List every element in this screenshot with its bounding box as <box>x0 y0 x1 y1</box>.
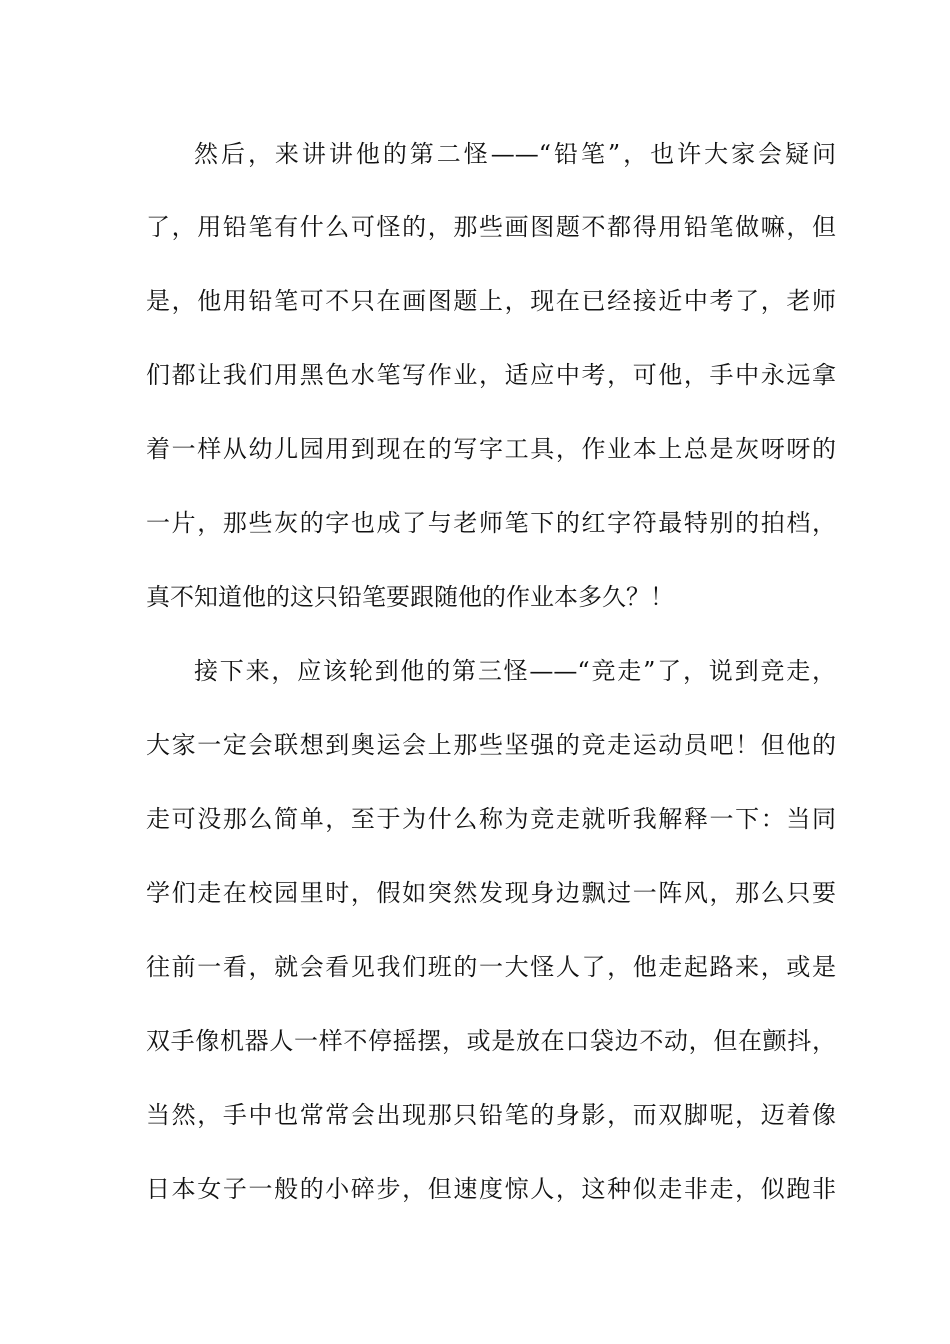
paragraph-1-line-2: 了，用铅笔有什么可怪的，那些画图题不都得用铅笔做嘛，但 <box>146 213 836 241</box>
paragraph-2-line-8: 日本女子一般的小碎步，但速度惊人，这种似走非走，似跑非 <box>146 1175 836 1203</box>
paragraph-2-line-3: 走可没那么简单，至于为什么称为竞走就听我解释一下：当同 <box>146 805 836 833</box>
paragraph-2-line-1: 接下来，应该轮到他的第三怪——“竞走”了，说到竞走， <box>194 657 836 685</box>
paragraph-1-line-4: 们都让我们用黑色水笔写作业，适应中考，可他，手中永远拿 <box>146 361 836 389</box>
paragraph-1-line-7: 真不知道他的这只铅笔要跟随他的作业本多久？！ <box>146 583 674 611</box>
paragraph-1-line-3: 是，他用铅笔可不只在画图题上，现在已经接近中考了，老师 <box>146 287 836 315</box>
paragraph-2-line-6: 双手像机器人一样不停摇摆，或是放在口袋边不动，但在颤抖， <box>146 1027 836 1055</box>
paragraph-2-line-4: 学们走在校园里时，假如突然发现身边飘过一阵风，那么只要 <box>146 879 836 907</box>
paragraph-1-line-5: 着一样从幼儿园用到现在的写字工具，作业本上总是灰呀呀的 <box>146 435 836 463</box>
paragraph-1-line-1: 然后，来讲讲他的第二怪——“铅笔”，也许大家会疑问 <box>194 140 836 168</box>
paragraph-2-line-5: 往前一看，就会看见我们班的一大怪人了，他走起路来，或是 <box>146 953 836 981</box>
paragraph-1-line-6: 一片，那些灰的字也成了与老师笔下的红字符最特别的拍档， <box>146 509 836 537</box>
paragraph-2-line-2: 大家一定会联想到奥运会上那些坚强的竞走运动员吧！但他的 <box>146 731 836 759</box>
paragraph-2-line-7: 当然，手中也常常会出现那只铅笔的身影，而双脚呢，迈着像 <box>146 1101 836 1129</box>
